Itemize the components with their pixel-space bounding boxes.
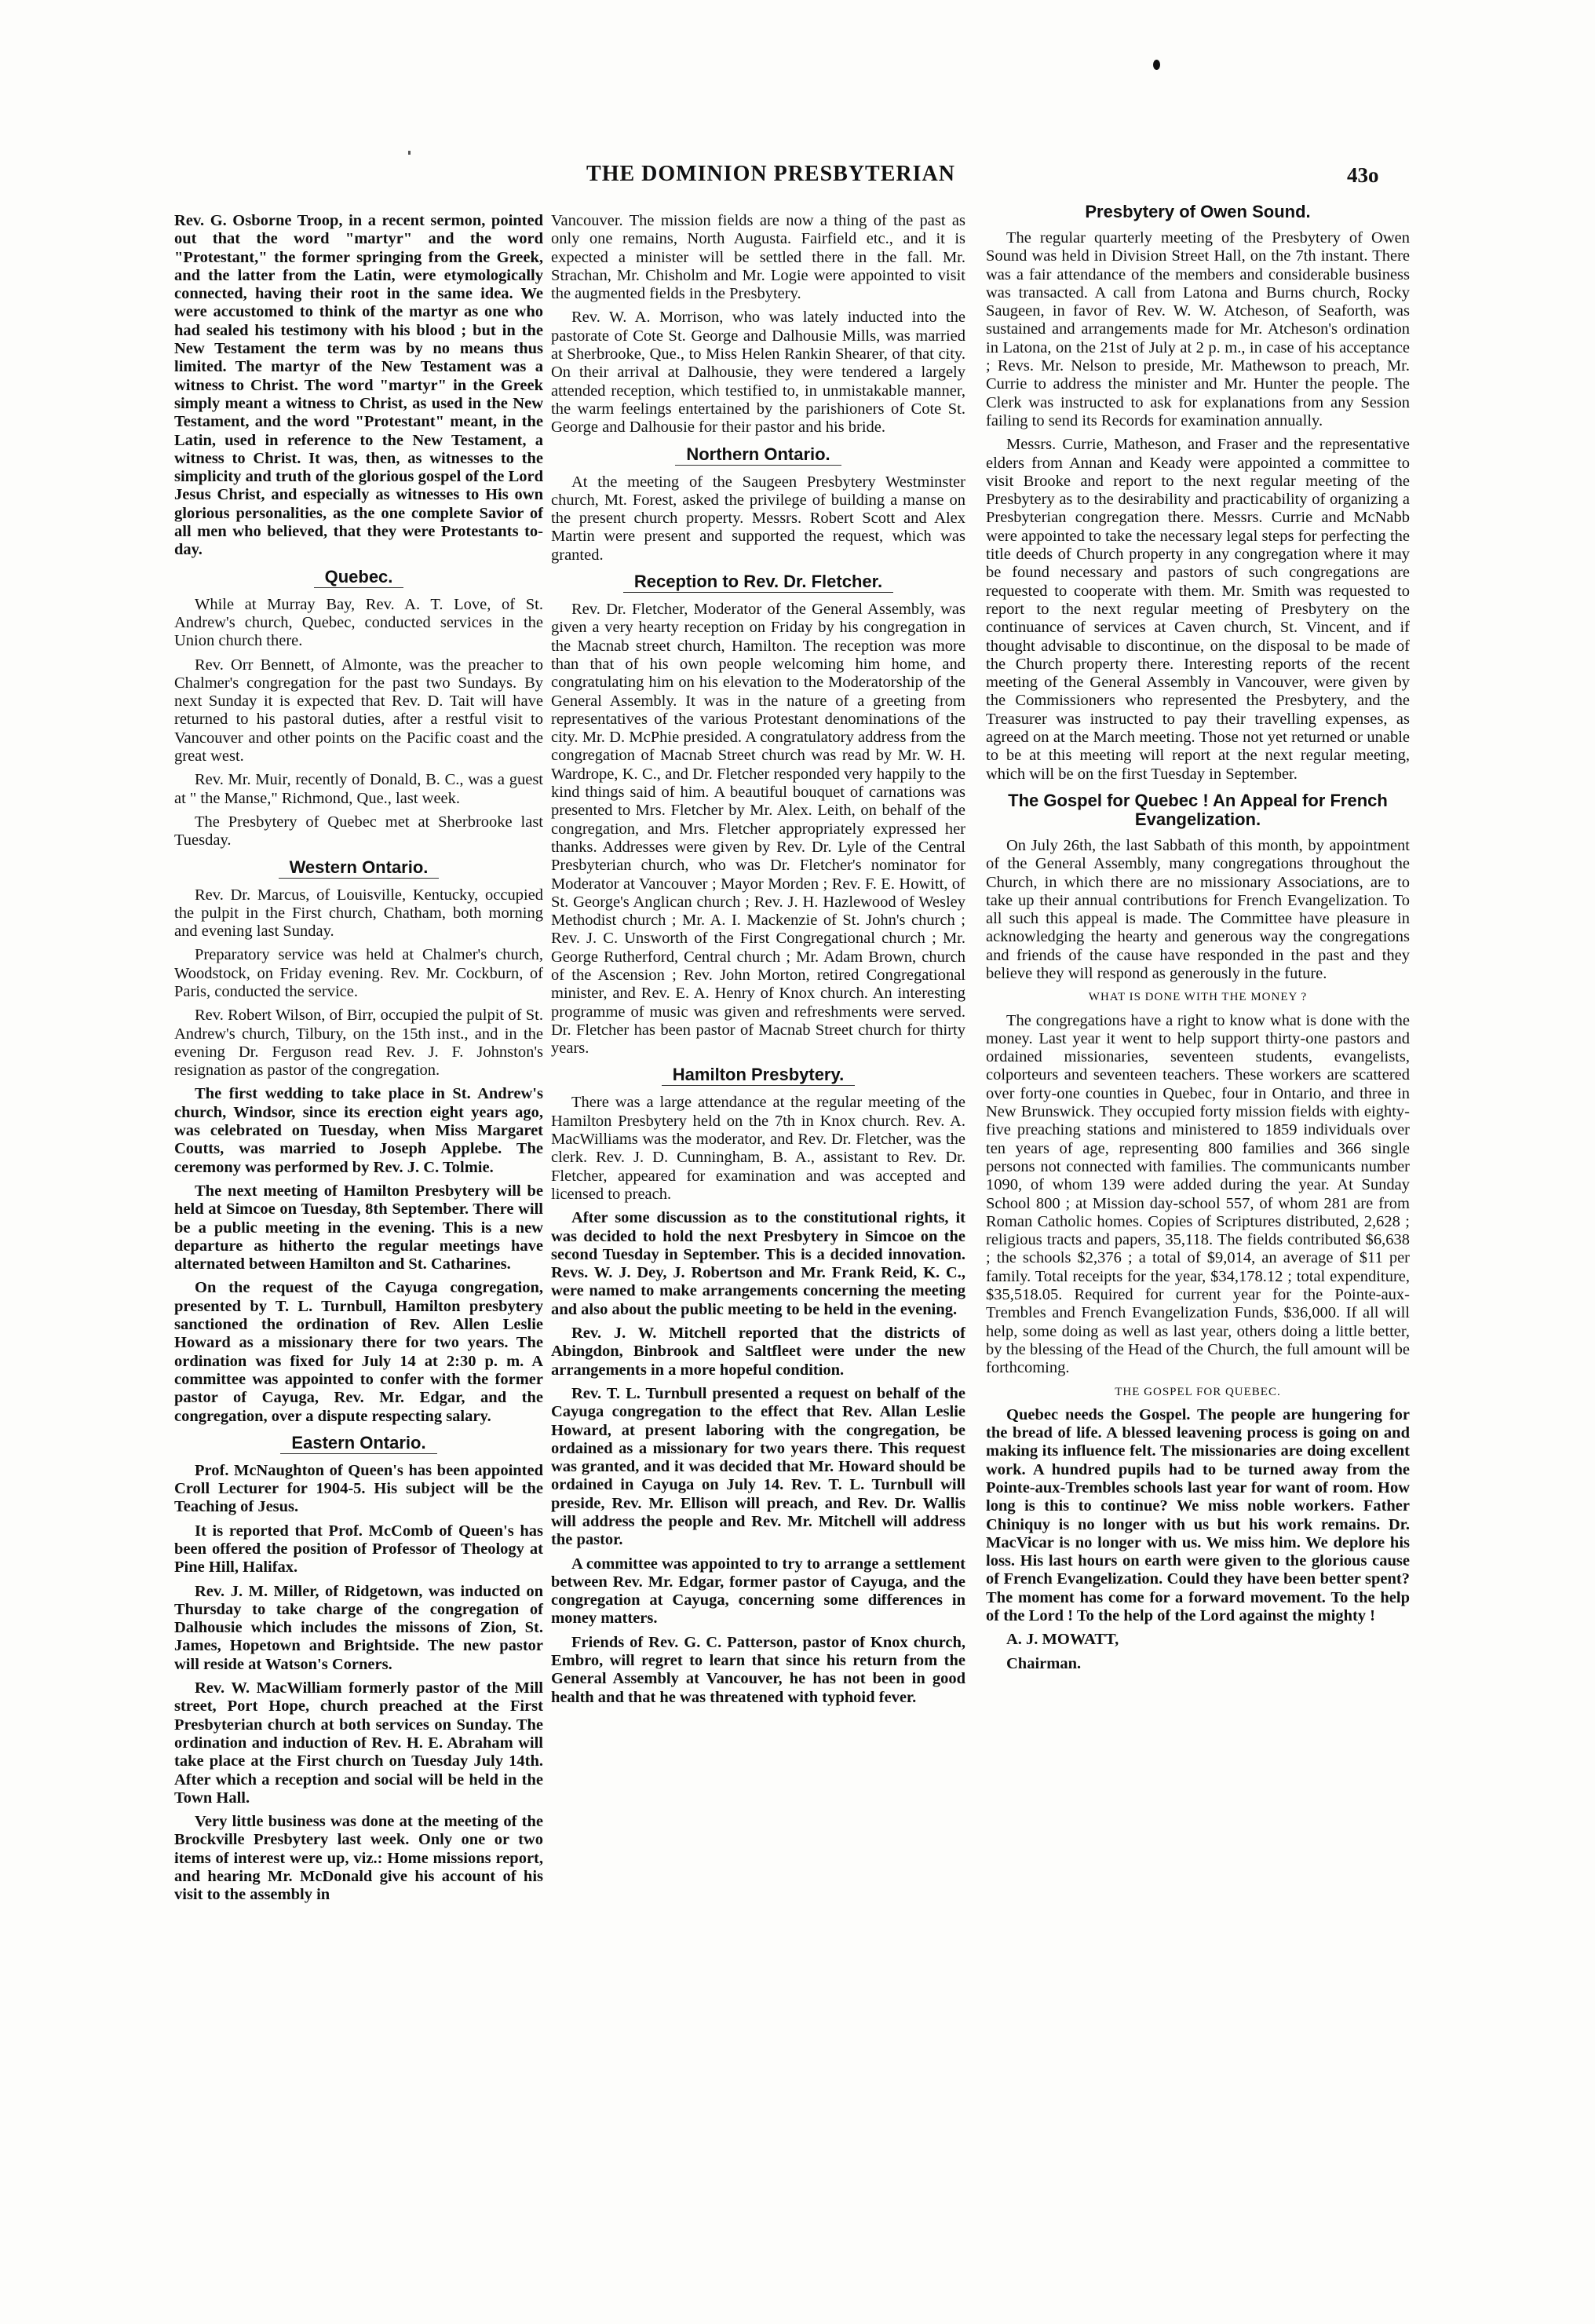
paragraph: The first wedding to take place in St. Andrew's church, Windsor, since its erection eight years ago, was celebrated on Tuesday, when Miss Margaret Coutts, was married to Joseph Applebe. The ceremony was performed by Rev. J. C. Tolmie. (174, 1085, 543, 1176)
signature-title: Chairman. (1006, 1654, 1082, 1672)
page-number: 43o (1347, 163, 1379, 187)
signature: A. J. MOWATT, (1006, 1631, 1119, 1649)
paragraph: Rev. Dr. Marcus, of Louisville, Kentucky, occupied the pulpit in the First church, Chatham, both morning and evening last Sunday. (174, 886, 543, 941)
paragraph: The regular quarterly meeting of the Presbytery of Owen Sound was held in Division Street Hall, on the 7th instant. There was a fair attendance of the members and considerable business was transacted. A call from Latona and Burns church, Rocky Saugeen, in favor of Rev. W. W. Atcheson, of Seaforth, was sustained and arrangements made for Mr. Atcheson's ordination in Latona, on the 21st of July at 2 p. m., in case of his acceptance ; Revs. Mr. Nelson to preside, Mr. Mathewson to preach, Mr. Currie to address the minister and Mr. Hunter the people. The Clerk was instructed to ask for explanations from any Session failing to send its Records for examination annually. (986, 229, 1410, 429)
paragraph: Quebec needs the Gospel. The people are hungering for the bread of life. A blessed leavening process is going on and making its influence felt. The missionaries are doing excellent work. A hundred pupils had to be turned away from the Pointe-aux-Trembles schools last year for want of room. How long is this to continue? We miss noble workers. Father Chiniquy is no longer with us but his work remains. Dr. MacVicar is no longer with us. We miss him. We deplore his loss. His last hours on earth were given to the glorious cause of French Evangelization. Could they have been better spent? The moment has come for a forward movement. To the help of the Lord ! To the help of the Lord against the mighty ! (986, 1405, 1410, 1625)
paragraph: Rev. W. A. Morrison, who was lately inducted into the pastorate of Cote St. George and Dalhousie Mills, was married at Sherbrooke, Que., to Miss Helen Rankin Shearer, of that city. On their arrival at Dalhousie, they were tendered a largely attended reception, which testified to, in unmistakable manner, the warm feelings entertained by the parishioners of Cote St. George and Dalhousie for their pastor and his bride. (551, 309, 965, 437)
paragraph: Vancouver. The mission fields are now a thing of the past as only one remains, North Augusta. Fairfield etc., and it is expected a minister will be settled there in the fall. Mr. Strachan, Mr. Chisholm and Mr. Logie were appointed to visit the augmented fields in the Presbytery. (551, 212, 965, 303)
column-2 (551, 212, 965, 1712)
paragraph: A committee was appointed to try to arrange a settlement between Rev. Mr. Edgar, former pastor of Cayuga, and the congregation at Cayuga, concerning some differences in money matters. (551, 1555, 965, 1628)
paragraph: Prof. McNaughton of Queen's has been appointed Croll Lecturer for 1904-5. His subject will be the Teaching of Jesus. (174, 1461, 543, 1516)
paragraph: On the request of the Cayuga congregation, presented by T. L. Turnbull, Hamilton presbytery sanctioned the ordination of Rev. Allen Leslie Howard as a missionary there for two years. The ordination was fixed for July 14 at 2:30 p. m. A committee was appointed to confer with the former pastor of Cayuga, Rev. Mr. Edgar, and the congregation, over a dispute respecting salary. (174, 1279, 543, 1425)
ink-speck (1153, 60, 1160, 70)
heading-quebec: Quebec. (174, 568, 543, 588)
paragraph: Rev. Orr Bennett, of Almonte, was the preacher to Chalmer's congregation for the past two Sundays. By next Sunday it is expected that Rev. D. Tait will have returned to his pastoral duties, after a restful visit to Vancouver and other points on the Pacific coast and the great west. (174, 656, 543, 766)
article-troop: Rev. G. Osborne Troop, in a recent sermon, pointed out that the word "martyr" and the word "Protestant," the former springing from the Greek, and the latter from the Latin, were etymologically connected, having their root in the same idea. We were accustomed to think of the martyr as one who had sealed his testimony with his blood ; but in the New Testament the term was by no means thus limited. The martyr of the New Testament was a witness to Christ. The word "martyr" in the Greek simply meant a witness to Christ, as used in the New Testament, and the word "Protestant" meant, in the Latin, used in reference to the New Testament, a witness to Christ. It was, then, as witnesses to the simplicity and truth of the glorious gospel of the Lord Jesus Christ, and especially as witnesses to His own glorious personalities, as the one complete Savior of all men who believed, that they were Protestants to-day. (174, 212, 543, 559)
paragraph: There was a large attendance at the regular meeting of the Hamilton Presbytery held on the 7th in Knox church. Rev. A. MacWilliams was the moderator, and Rev. Dr. Fletcher, was the clerk. Rev. J. D. Cunningham, B. A., assistant to Rev. Dr. Fletcher, appeared for examination and was accepted and licensed to preach. (551, 1094, 965, 1203)
ink-mark (408, 151, 411, 155)
paragraph: Messrs. Currie, Matheson, and Fraser and the representative elders from Annan and Keady were appointed a committee to visit Brooke and report to the next regular meeting of the Presbytery as to the desirability and practicability of organizing a Presbyterian congregation there. Messrs. Currie and McNabb were appointed to take the necessary legal steps for perfecting the title deeds of Church property in any congregation where it may be found necessary and pastors of such congregations are requested to cooperate with them. Mr. Smith was requested to report to the next regular meeting of Presbytery on the continuance of services at Caven church, St. Vincent, and if thought advisable to discontinue, on the disposal to be made of the Church property there. Interesting reports of the recent meeting of the General Assembly in Vancouver, were given by the Commissioners who represented the Presbytery, and the Treasurer was instructed to pay their travelling expenses, as agreed on at the March meeting. Those not yet returned or unable to be at this meeting will report at the next regular meeting, which will be on the first Tuesday in September. (986, 436, 1410, 783)
subheading-gospel-quebec: THE GOSPEL FOR QUEBEC. (1115, 1385, 1281, 1398)
masthead: THE DOMINION PRESBYTERIAN (586, 162, 955, 186)
paragraph: The next meeting of Hamilton Presbytery will be held at Simcoe on Tuesday, 8th September. There will be a public meeting in the evening. This is a new departure as hitherto the regular meetings have alternated between Hamilton and St. Catharines. (174, 1182, 543, 1273)
paragraph: Rev. W. MacWilliam formerly pastor of the Mill street, Port Hope, church preached at the First Presbyterian church at both services on Sunday. The ordination and induction of Rev. H. E. Abraham will take place at the First church on Tuesday July 14th. After which a reception and social will be held in the Town Hall. (174, 1679, 543, 1807)
paragraph: Rev. Dr. Fletcher, Moderator of the General Assembly, was given a very hearty reception on Friday by his congregation in the Macnab street church, Hamilton. The reception was more than that of his own people welcoming him home, and congratulating him on his elevation to the Moderatorship of the General Assembly. It was in the nature of a greeting from representatives of the various Protestant denominations of the city. Mr. D. McPhie presided. A congratulatory address from the congregation of Macnab Street church was read by Mr. W. H. Wardrope, K. C., and Dr. Fletcher responded very happily to the kind things said of him. A beautiful bouquet of carnations was presented to Mrs. Fletcher by Mr. Alex. Leith, on behalf of the congregation, and Mrs. Fletcher appropriately expressed her thanks. Addresses were given by Rev. Dr. Lyle of the Central Presbyterian church, who was Dr. Fletcher's nominator for Moderator at Vancouver ; Mayor Morden ; Rev. F. E. Howitt, of St. George's Anglican church ; Rev. J. H. Hazlewood of Wesley Methodist church ; Mr. A. I. Mackenzie of St. John's church ; Rev. J. C. Unsworth of the First Congregational church ; Mr. George Rutherford, Central church ; Mr. Adam Brown, church of the Ascension ; Rev. John Morton, retired Congregational minister, and Rev. E. A. Henry of Knox church. An interesting programme of music was given and refreshments were served. Dr. Fletcher has been pastor of Macnab Street church for thirty years. (551, 601, 965, 1058)
heading-hamilton-presbytery: Hamilton Presbytery. (551, 1065, 965, 1086)
paragraph: After some discussion as to the constitutional rights, it was decided to hold the next Presbytery in Simcoe on the second Tuesday in September. This is a decided innovation. Revs. W. J. Dey, J. Robertson and Mr. Frank Reid, K. C., were named to make arrangements concerning the meeting and also about the public meeting to be held in the evening. (551, 1209, 965, 1318)
heading-owen-sound: Presbytery of Owen Sound. (1085, 202, 1311, 221)
paragraph: Rev. Mr. Muir, recently of Donald, B. C., was a guest at " the Manse," Richmond, Que., last week. (174, 771, 543, 807)
paragraph: Rev. Robert Wilson, of Birr, occupied the pulpit of St. Andrew's church, Tilbury, on the 15th inst., and in the evening Dr. Ferguson read Rev. J. F. Johnston's resignation as pastor of the congregation. (174, 1007, 543, 1080)
paragraph: The congregations have a right to know what is done with the money. Last year it went to help support thirty-one pastors and ordained missionaries, seventeen students, evangelists, colporteurs and seventeen teachers. These workers are scattered over forty-one counties in Quebec, four in Ontario, and three in New Brunswick. They occupied forty mission fields with eighty-five preaching stations and ministered to 1859 individuals over ten years of age, representing 800 families and 366 single persons not connected with families. The communicants number 1090, of whom 139 were added during the year. At Sunday School 800 ; at Mission day-school 557, of whom 281 are from Roman Catholic homes. Copies of Scriptures distributed, 2,628 ; religious tracts and papers, 35,118. The fields contributed $6,638 ; the schools $2,376 ; a total of $9,014, an average of $11 per family. Total receipts for the year, $34,178.12 ; total expenditure, $35,518.05. Required for current year for the Pointe-aux-Trembles and French Evangelization Funds, $36,000. If all will help, some doing as well as last year, others doing a little better, by the blessing of the Head of the Church, the full amount will be forthcoming. (986, 1011, 1410, 1377)
heading-northern-ontario: Northern Ontario. (551, 445, 965, 466)
heading-gospel-for-quebec: The Gospel for Quebec ! An Appeal for French Evangelization. (1008, 790, 1388, 829)
paragraph: Rev. J. W. Mitchell reported that the districts of Abingdon, Binbrook and Saltfleet were under the new arrangements in a more hopeful condition. (551, 1325, 965, 1379)
paragraph: Friends of Rev. G. C. Patterson, pastor of Knox church, Embro, will regret to learn that since his return from the General Assembly at Vancouver, he has not been in good health and that he was threatened with typhoid fever. (551, 1633, 965, 1706)
paragraph: At the meeting of the Saugeen Presbytery Westminster church, Mt. Forest, asked the privilege of building a manse on the present church property. Messrs. Robert Scott and Alex Martin were present and supported the request, which was granted. (551, 473, 965, 564)
paragraph: Preparatory service was held at Chalmer's church, Woodstock, on Friday evening. Rev. Mr. Cockburn, of Paris, conducted the service. (174, 946, 543, 1000)
paragraph: On July 26th, the last Sabbath of this month, by appointment of the General Assembly, many congregations throughout the Church, in which there are no missionary Associations, are to take up their annual contributions for French Evangelization. To all such this appeal is made. The Committee have pleasure in acknowledging the hearty and generous way the congregations and friends of the cause have responded in the past and they believe they will respond as generously in the future. (986, 836, 1410, 982)
paragraph: While at Murray Bay, Rev. A. T. Love, of St. Andrew's church, Quebec, conducted services in the Union church there. (174, 595, 543, 650)
paragraph: Rev. J. M. Miller, of Ridgetown, was inducted on Thursday to take charge of the congregation of Dalhousie which includes the missons of Zion, St. James, Hopetown and Brightside. The new pastor will reside at Watson's Corners. (174, 1582, 543, 1673)
paragraph: It is reported that Prof. McComb of Queen's has been offered the position of Professor of Theology at Pine Hill, Halifax. (174, 1522, 543, 1577)
column-3 (986, 203, 1410, 1679)
column-1 (174, 212, 543, 1910)
paragraph: The Presbytery of Quebec met at Sherbrooke last Tuesday. (174, 813, 543, 850)
heading-western-ontario: Western Ontario. (174, 858, 543, 879)
subheading-money: WHAT IS DONE WITH THE MONEY ? (1088, 991, 1308, 1004)
paragraph: Very little business was done at the meeting of the Brockville Presbytery last week. Only one or two items of interest were up, viz.: Home missions report, and hearing Mr. McDonald give his account of his visit to the assembly in (174, 1813, 543, 1904)
heading-eastern-ontario: Eastern Ontario. (174, 1434, 543, 1454)
paragraph: Rev. T. L. Turnbull presented a request on behalf of the Cayuga congregation to the effect that Rev. Allan Leslie Howard, at present laboring with the congregation, be ordained as a missionary for two years there. This request was granted, and it was decided that Mr. Howard should be ordained in Cayuga on July 14. Rev. T. L. Turnbull will preside, Rev. Mr. Ellison will preach, and Rev. Dr. Wallis will address the people and Rev. Mr. Mitchell will address the pastor. (551, 1384, 965, 1549)
heading-reception-fletcher: Reception to Rev. Dr. Fletcher. (551, 572, 965, 593)
